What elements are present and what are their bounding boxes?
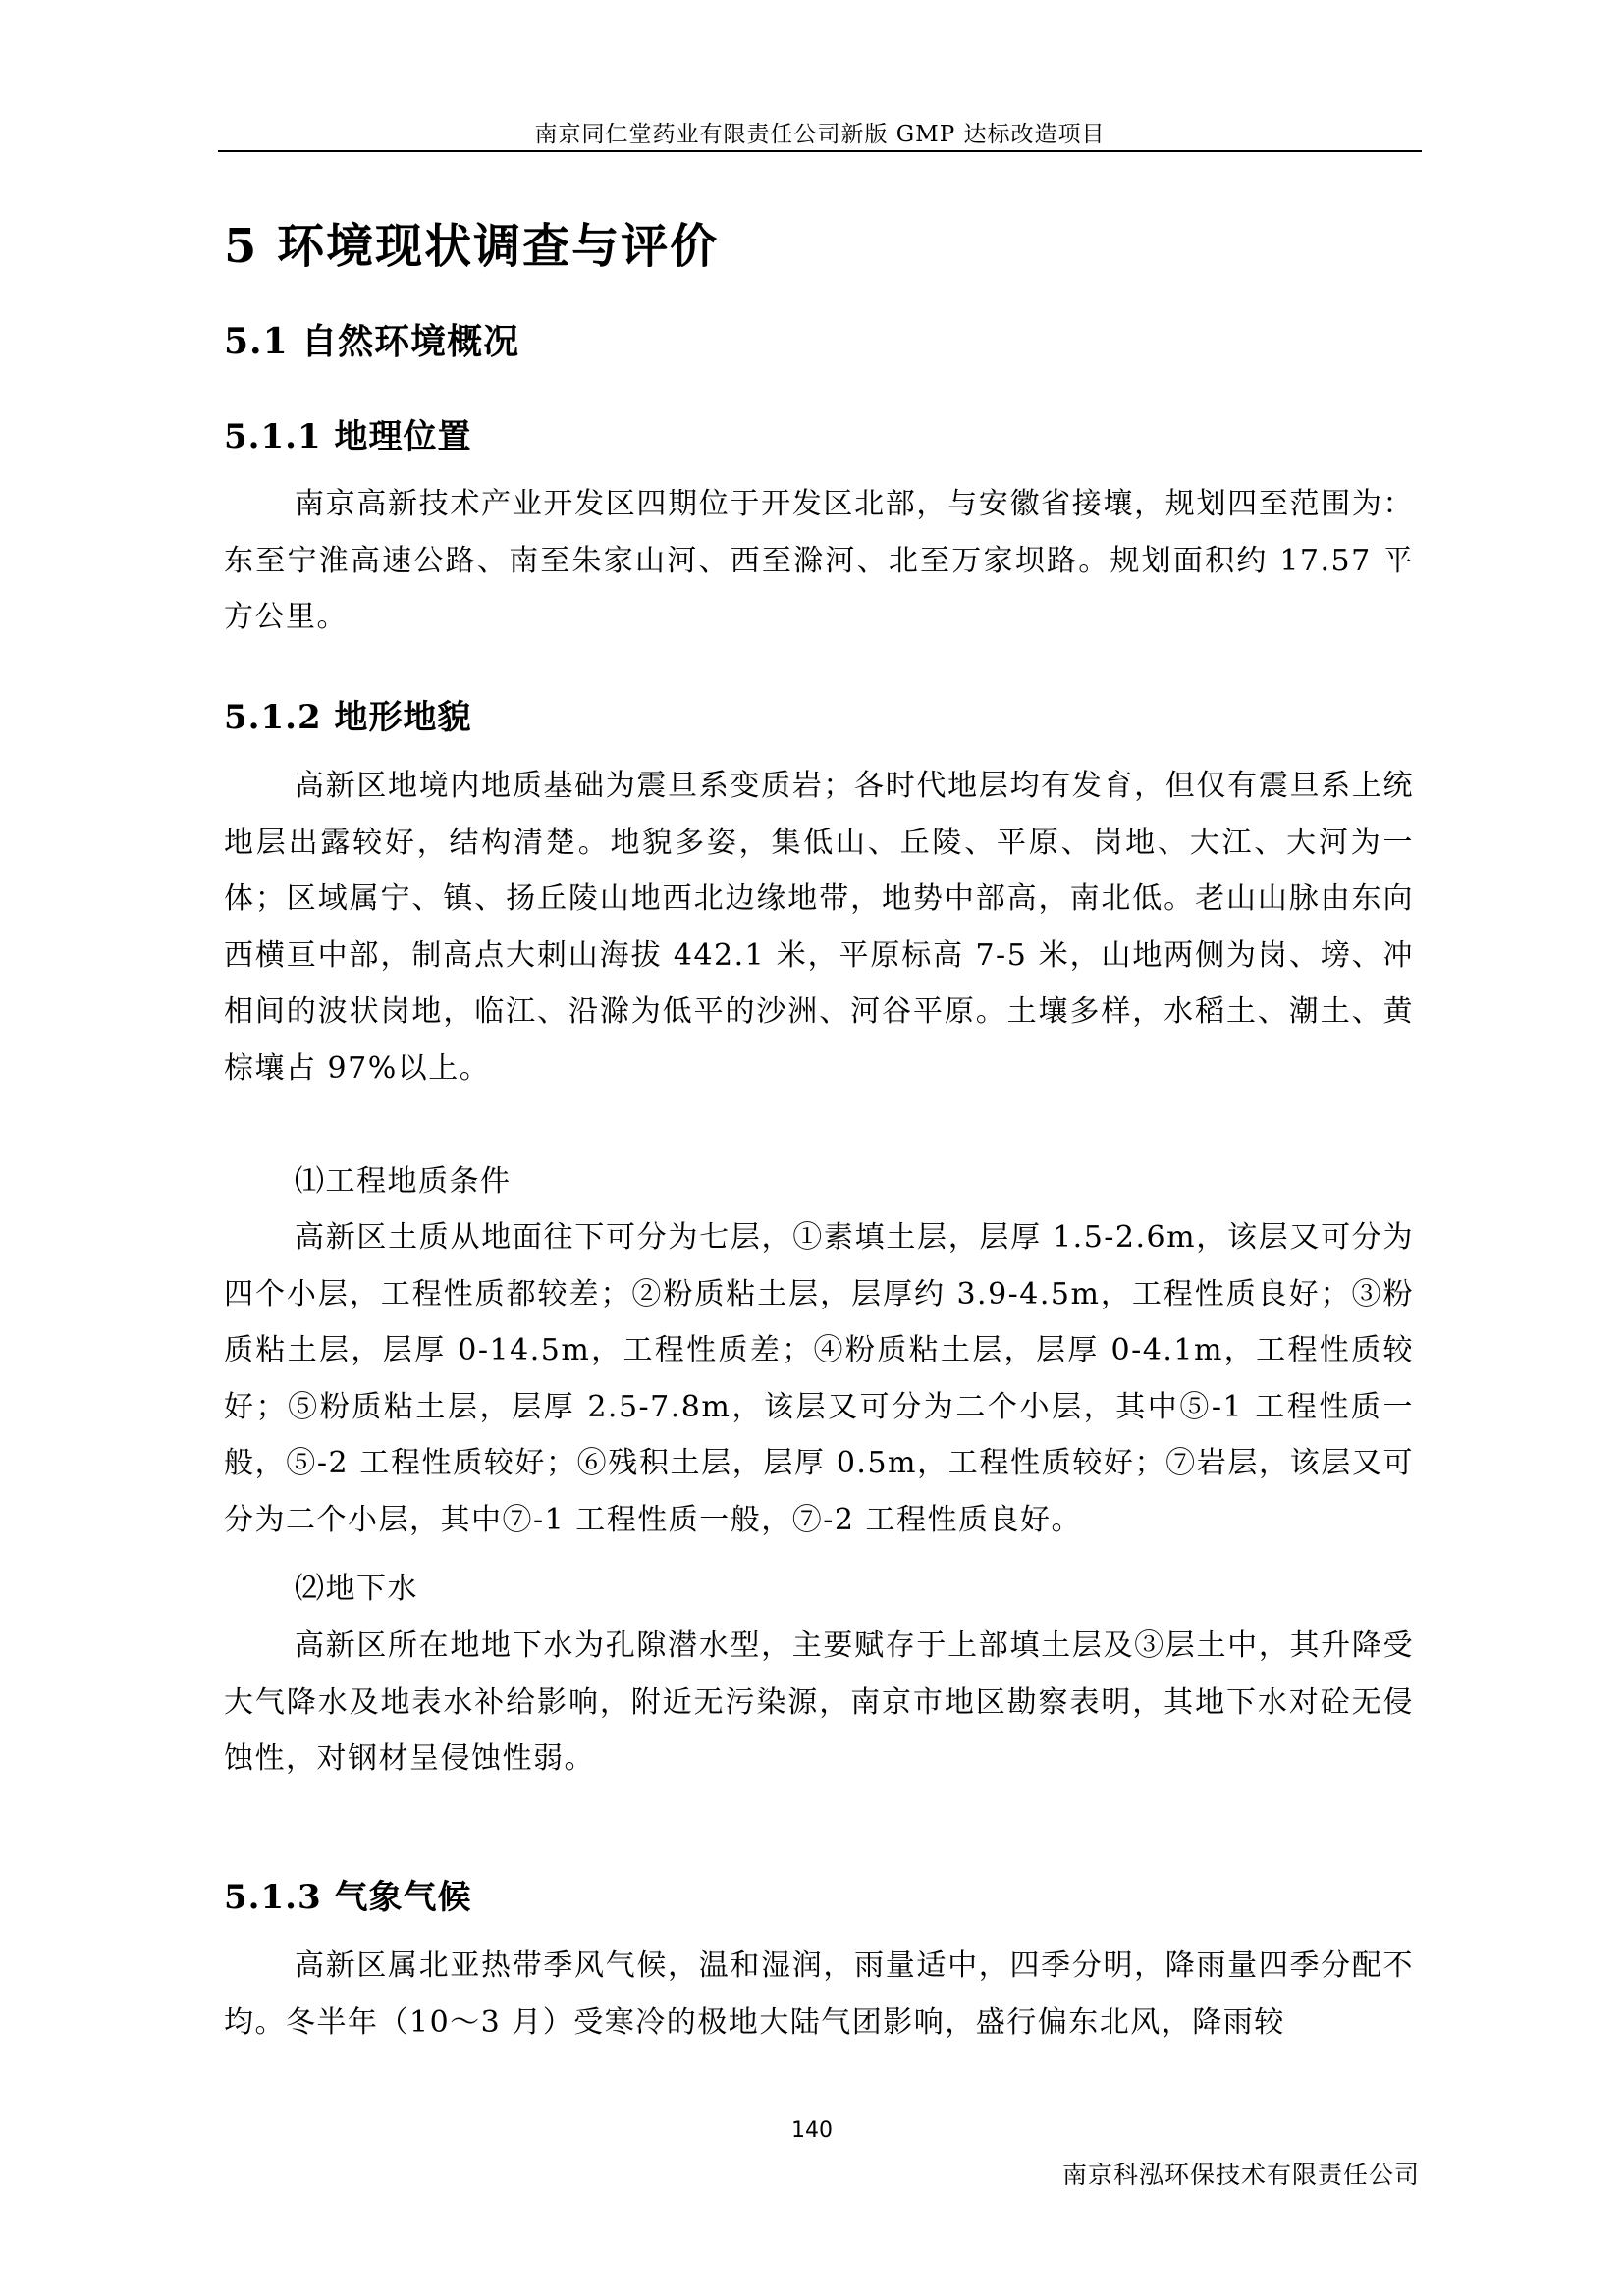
engineering-geology-label: ⑴工程地质条件 bbox=[295, 1164, 512, 1199]
header-rule bbox=[218, 150, 1422, 152]
footer-company: 南京科泓环保技术有限责任公司 bbox=[1061, 2161, 1420, 2189]
terrain-paragraph: 高新区地境内地质基础为震旦系变质岩；各时代地层均有发育，但仅有震旦系上统地层出露较好，结构清楚。地貌多姿，集低山、丘陵、平原、岗地、大江、大河为一体；区域属宁、镇、扬丘陵山地西北边缘地带，地势中部高，南北低。老山山脉由东向西横亘中部，制高点大刺山海拔 442.1 米，平原标高 7-5 米，山地两侧为岗、塝、冲相间的波状岗地，临江、沿滁为低平的沙洲、河谷平原。土壤多样，水稻土、潮土、黄棕壤占 97%以上。 bbox=[224, 769, 1414, 1086]
engineering-geology-paragraph: 高新区土质从地面往下可分为七层，①素填土层，层厚 1.5-2.6m，该层又可分为四个小层，工程性质都较差；②粉质粘土层，层厚约 3.9-4.5m，工程性质良好；③粉质粘土层，层厚 0-14.5m，工程性质差；④粉质粘土层，层厚 0-4.1m，工程性质较好；⑤粉质粘土层，层厚 2.5-7.8m，该层又可分为二个小层，其中⑤-1 工程性质一般，⑤-2 工程性质较好；⑥残积土层，层厚 0.5m，工程性质较好；⑦岩层，该层又可分为二个小层，其中⑦-1 工程性质一般，⑦-2 工程性质良好。 bbox=[224, 1220, 1414, 1537]
page-number: 140 bbox=[791, 2118, 833, 2143]
groundwater-label: ⑵地下水 bbox=[295, 1572, 418, 1606]
section-5-1-1-title: 5.1.1 地理位置 bbox=[224, 417, 472, 456]
climate-paragraph: 高新区属北亚热带季风气候，温和湿润，雨量适中，四季分明，降雨量四季分配不均。冬半年（10～3 月）受寒冷的极地大陆气团影响，盛行偏东北风，降雨较 bbox=[224, 1949, 1414, 2040]
section-5-1-title: 5.1 自然环境概况 bbox=[224, 321, 520, 362]
running-header: 南京同仁堂药业有限责任公司新版 GMP 达标改造项目 bbox=[534, 122, 1106, 147]
chapter-title: 5 环境现状调查与评价 bbox=[224, 219, 720, 274]
geo-location-paragraph: 南京高新技术产业开发区四期位于开发区北部，与安徽省接壤，规划四至范围为：东至宁淮高速公路、南至朱家山河、西至滁河、北至万家坝路。规划面积约 17.57 平方公里。 bbox=[224, 487, 1414, 634]
section-5-1-3-title: 5.1.3 气象气候 bbox=[224, 1878, 472, 1917]
section-5-1-2-title: 5.1.2 地形地貌 bbox=[224, 698, 472, 737]
groundwater-paragraph: 高新区所在地地下水为孔隙潜水型，主要赋存于上部填土层及③层土中，其升降受大气降水及地表水补给影响，附近无污染源，南京市地区勘察表明，其地下水对砼无侵蚀性，对钢材呈侵蚀性弱。 bbox=[224, 1629, 1414, 1776]
